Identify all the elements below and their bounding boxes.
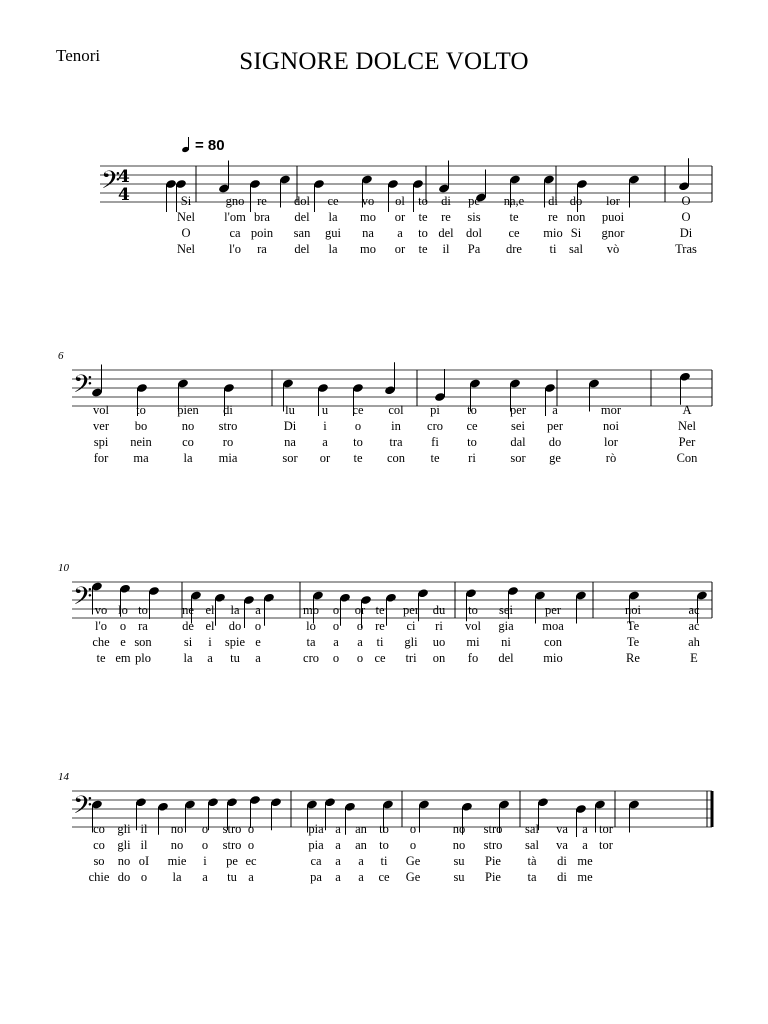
lyric-syllable: su (453, 854, 465, 868)
lyric-syllable: il (140, 838, 148, 852)
lyric-syllable: a (207, 651, 213, 665)
lyric-syllable: O (681, 210, 691, 224)
lyric-syllable: del (294, 242, 310, 256)
lyric-syllable: O (181, 226, 191, 240)
lyric-syllable: non (566, 210, 586, 224)
lyric-syllable: Nel (176, 210, 196, 224)
lyric-syllable: o (356, 651, 364, 665)
lyric-verse-4 (0, 242, 768, 258)
lyric-syllable: mo (360, 242, 376, 256)
lyric-syllable: con (543, 635, 563, 649)
part-name: Tenori (56, 46, 101, 65)
lyric-syllable: del (438, 226, 454, 240)
lyric-syllable: ro (222, 435, 234, 449)
lyric-syllable: ci (406, 619, 416, 633)
lyric-syllable: mor (600, 403, 622, 417)
lyric-syllable: poin (250, 226, 274, 240)
lyric-syllable: to (418, 194, 428, 208)
lyric-syllable: lo (118, 603, 128, 617)
lyric-syllable: to (379, 822, 389, 836)
lyric-syllable: an (355, 822, 367, 836)
lyric-syllable: va (556, 838, 568, 852)
lyric-syllable: di (223, 403, 233, 417)
lyric-syllable: no (170, 838, 184, 852)
lyric-syllable: ce (378, 870, 390, 884)
lyric-syllable: bo (134, 419, 148, 433)
lyric-syllable: mo (360, 210, 376, 224)
lyric-syllable: la (328, 242, 338, 256)
lyric-syllable: si (183, 635, 193, 649)
tempo-marking (182, 137, 225, 154)
lyric-syllable: il (140, 822, 148, 836)
lyric-syllable: A (682, 403, 692, 417)
lyric-syllable: con (386, 451, 406, 465)
lyric-syllable: dol (466, 226, 482, 240)
lyric-syllable: a (335, 854, 341, 868)
lyric-syllable: pien (177, 403, 199, 417)
lyric-syllable: che (92, 635, 110, 649)
lyric-syllable: pi (430, 403, 440, 417)
lyric-syllable: do (548, 435, 562, 449)
lyric-syllable: vo (361, 194, 375, 208)
lyric-syllable: na (362, 226, 374, 240)
lyric-syllable: ce (327, 194, 339, 208)
lyric-syllable: o (409, 822, 417, 836)
lyric-syllable: gli (117, 822, 131, 836)
lyric-syllable: ce (508, 226, 520, 240)
lyric-syllable: bra (254, 210, 270, 224)
lyric-syllable: Tras (675, 242, 697, 256)
lyric-syllable: Per (678, 435, 696, 449)
lyric-syllable: a (248, 870, 254, 884)
lyric-syllable: puoi (601, 210, 625, 224)
lyric-syllable: do (228, 619, 242, 633)
lyric-syllable: ver (93, 419, 109, 433)
lyric-syllable: Pa (467, 242, 481, 256)
lyric-syllable: em (115, 651, 131, 665)
lyric-syllable: gli (404, 635, 418, 649)
lyric-syllable: lu (285, 403, 295, 417)
lyric-verse-3 (0, 854, 768, 870)
lyric-syllable: a (357, 635, 363, 649)
lyric-syllable: Nel (176, 242, 196, 256)
lyric-syllable: to (353, 435, 363, 449)
lyric-syllable: na,e (503, 194, 525, 208)
lyric-syllable: per (545, 603, 561, 617)
lyric-verse-2 (0, 419, 768, 435)
lyric-syllable: per (403, 603, 419, 617)
lyric-syllable: Ge (405, 870, 421, 884)
lyric-syllable: tà (527, 854, 537, 868)
lyric-syllable: ti (380, 854, 388, 868)
tempo-value: = 80 (195, 137, 225, 154)
lyric-syllable: te (430, 451, 440, 465)
lyric-syllable: Nel (677, 419, 697, 433)
lyric-syllable: co (182, 435, 194, 449)
lyric-syllable: a (358, 870, 364, 884)
lyric-syllable: an (355, 838, 367, 852)
lyric-syllable: a (358, 854, 364, 868)
lyric-verse-4 (0, 451, 768, 467)
lyric-syllable: spi (93, 435, 109, 449)
lyric-syllable: me (577, 854, 593, 868)
lyric-syllable: il (442, 242, 450, 256)
lyric-syllable: di (441, 194, 451, 208)
lyric-syllable: ac (688, 603, 700, 617)
lyric-syllable: o (332, 603, 340, 617)
lyric-syllable: gli (117, 838, 131, 852)
bass-clef-icon: 𝄢 (73, 791, 93, 826)
lyric-syllable: ca (229, 226, 241, 240)
lyric-syllable: to (379, 838, 389, 852)
lyric-syllable: tor (599, 822, 613, 836)
lyric-syllable: o (247, 822, 255, 836)
lyric-syllable: oI (138, 854, 150, 868)
lyric-syllable: a (335, 822, 341, 836)
lyric-syllable: tra (389, 435, 403, 449)
lyric-syllable: o (332, 619, 340, 633)
lyric-syllable: stro (218, 419, 238, 433)
lyric-syllable: e (120, 635, 126, 649)
lyric-syllable: to (468, 603, 478, 617)
lyric-syllable: sis (467, 210, 481, 224)
lyric-syllable: o (254, 619, 262, 633)
lyric-verse-4 (0, 870, 768, 886)
lyric-syllable: gno (225, 194, 245, 208)
lyric-syllable: na (284, 435, 296, 449)
lyric-verse-3 (0, 435, 768, 451)
lyric-syllable: e (255, 635, 261, 649)
lyric-syllable: el (205, 619, 215, 633)
lyric-syllable: stro (222, 822, 242, 836)
lyric-syllable: chie (88, 870, 110, 884)
lyric-syllable: to (136, 403, 146, 417)
lyric-syllable: ah (688, 635, 700, 649)
lyric-syllable: o (332, 651, 340, 665)
lyric-syllable: or (394, 242, 406, 256)
lyric-syllable: te (418, 242, 428, 256)
lyric-syllable: me (577, 870, 593, 884)
lyric-syllable: cro (303, 651, 319, 665)
lyric-syllable: o (356, 619, 364, 633)
lyric-syllable: gia (498, 619, 514, 633)
lyric-syllable: ge (549, 451, 561, 465)
bar-number: 10 (58, 562, 69, 574)
lyric-syllable: noi (603, 419, 619, 433)
lyric-verse-4 (0, 651, 768, 667)
lyric-syllable: on (432, 651, 446, 665)
lyric-syllable: pe (226, 854, 238, 868)
lyric-syllable: fi (431, 435, 439, 449)
lyric-syllable: la (172, 870, 182, 884)
lyric-syllable: o (409, 838, 417, 852)
lyric-syllable: ce (374, 651, 386, 665)
lyric-syllable: di (557, 854, 567, 868)
lyric-syllable: la (183, 451, 193, 465)
lyric-syllable: spie (224, 635, 246, 649)
lyric-syllable: Re (626, 651, 640, 665)
lyric-syllable: mio (543, 651, 563, 665)
lyric-syllable: o (201, 838, 209, 852)
lyric-syllable: Te (626, 619, 640, 633)
lyric-syllable: va (556, 822, 568, 836)
lyric-syllable: ti (549, 242, 557, 256)
lyric-syllable: tor (599, 838, 613, 852)
lyric-syllable: l'o (95, 619, 107, 633)
lyric-syllable: in (391, 419, 401, 433)
lyric-syllable: stro (483, 822, 503, 836)
lyric-syllable: Con (676, 451, 698, 465)
lyric-syllable: ce (466, 419, 478, 433)
lyric-syllable: ti (376, 635, 384, 649)
lyric-syllable: a (255, 603, 261, 617)
lyric-syllable: Di (283, 419, 297, 433)
lyric-syllable: ne (182, 603, 194, 617)
lyric-syllable: o (119, 619, 127, 633)
lyric-syllable: ec (245, 854, 257, 868)
lyric-syllable: o (201, 822, 209, 836)
lyric-syllable: pe (468, 194, 480, 208)
lyric-syllable: ac (688, 619, 700, 633)
lyric-syllable: re (548, 210, 558, 224)
lyric-syllable: cro (427, 419, 443, 433)
lyric-syllable: or (354, 603, 366, 617)
lyric-syllable: a (335, 838, 341, 852)
lyric-syllable: sal (525, 822, 539, 836)
lyric-syllable: te (418, 210, 428, 224)
lyric-syllable: do (117, 870, 131, 884)
lyric-syllable: rò (605, 451, 617, 465)
lyric-syllable: Si (570, 226, 582, 240)
lyric-verse-1 (0, 822, 768, 838)
lyric-syllable: te (96, 651, 106, 665)
bass-clef-icon: 𝄢 (73, 582, 93, 617)
lyric-syllable: vol (93, 403, 109, 417)
lyric-syllable: re (375, 619, 385, 633)
lyric-verse-1 (0, 603, 768, 619)
lyric-syllable: a (202, 870, 208, 884)
lyric-syllable: to (467, 435, 477, 449)
score-title: SIGNORE DOLCE VOLTO (239, 48, 529, 75)
bar-number: 6 (58, 350, 64, 362)
lyric-syllable: su (453, 870, 465, 884)
lyric-syllable: mo (303, 603, 319, 617)
bass-clef-icon: 𝄢 (101, 166, 121, 201)
lyric-syllable: ri (435, 619, 443, 633)
lyric-syllable: no (181, 419, 195, 433)
lyric-syllable: stro (222, 838, 242, 852)
lyric-syllable: or (394, 210, 406, 224)
lyric-syllable: lor (606, 194, 620, 208)
quarter-note-icon (182, 138, 192, 152)
lyric-syllable: a (397, 226, 403, 240)
lyric-syllable: E (690, 651, 698, 665)
lyric-syllable: ra (257, 242, 267, 256)
bar-number: 14 (58, 771, 69, 783)
lyric-verse-2 (0, 838, 768, 854)
lyric-syllable: a (333, 635, 339, 649)
lyric-verse-1 (0, 403, 768, 419)
lyric-syllable: te (353, 451, 363, 465)
lyric-syllable: a (552, 403, 558, 417)
lyric-syllable: co (93, 838, 105, 852)
lyric-syllable: O (681, 194, 691, 208)
lyric-verse-3 (0, 635, 768, 651)
lyric-syllable: co (93, 822, 105, 836)
lyric-syllable: Ge (405, 854, 421, 868)
lyric-syllable: l'o (229, 242, 241, 256)
lyric-syllable: del (498, 651, 514, 665)
lyric-syllable: ce (352, 403, 364, 417)
lyric-syllable: or (319, 451, 331, 465)
lyric-syllable: ra (138, 619, 148, 633)
lyric-syllable: el (205, 603, 215, 617)
lyric-syllable: noi (625, 603, 641, 617)
lyric-syllable: la (230, 603, 240, 617)
lyric-syllable: sei (511, 419, 525, 433)
lyric-syllable: vo (94, 603, 108, 617)
lyric-syllable: vol (465, 619, 481, 633)
lyric-syllable: vò (606, 242, 620, 256)
lyric-syllable: dre (506, 242, 522, 256)
lyric-syllable: lor (604, 435, 618, 449)
lyric-syllable: de (182, 619, 194, 633)
lyric-syllable: pa (310, 870, 322, 884)
lyric-syllable: no (452, 838, 466, 852)
lyric-syllable: a (335, 870, 341, 884)
lyric-syllable: ta (306, 635, 316, 649)
lyric-syllable: sei (499, 603, 513, 617)
lyric-syllable: sal (525, 838, 539, 852)
lyric-syllable: u (321, 403, 329, 417)
lyric-syllable: o (354, 419, 362, 433)
lyric-syllable: Di (679, 226, 693, 240)
lyric-syllable: plo (135, 651, 151, 665)
lyric-syllable: uo (432, 635, 446, 649)
lyric-syllable: tu (227, 870, 237, 884)
lyric-syllable: te (509, 210, 519, 224)
lyric-syllable: no (117, 854, 131, 868)
lyric-verse-2 (0, 619, 768, 635)
lyric-syllable: tri (405, 651, 417, 665)
lyric-syllable: a (582, 822, 588, 836)
lyric-syllable: Pie (485, 870, 501, 884)
lyric-syllable: lo (306, 619, 316, 633)
lyric-syllable: te (375, 603, 385, 617)
lyric-syllable: la (183, 651, 193, 665)
lyric-syllable: tu (230, 651, 240, 665)
lyric-syllable: a (255, 651, 261, 665)
lyric-syllable: la (328, 210, 338, 224)
lyric-syllable: Te (626, 635, 640, 649)
lyric-syllable: fo (467, 651, 479, 665)
lyric-syllable: pia (308, 822, 324, 836)
lyric-syllable: mi (466, 635, 480, 649)
lyric-verse-3 (0, 226, 768, 242)
lyric-syllable: a (582, 838, 588, 852)
lyric-syllable: re (257, 194, 267, 208)
lyric-syllable: di (548, 194, 558, 208)
lyric-verse-1 (0, 194, 768, 210)
lyric-syllable: mia (218, 451, 238, 465)
lyric-syllable: di (557, 870, 567, 884)
lyric-syllable: ol (395, 194, 405, 208)
lyric-syllable: o (140, 870, 148, 884)
lyric-syllable: san (293, 226, 311, 240)
lyric-syllable: l'om (224, 210, 246, 224)
lyric-syllable: dal (510, 435, 526, 449)
lyric-syllable: no (452, 822, 466, 836)
lyric-syllable: mio (543, 226, 563, 240)
lyric-verse-2 (0, 210, 768, 226)
lyric-syllable: sor (510, 451, 526, 465)
lyric-syllable: i (323, 419, 327, 433)
lyric-syllable: sal (569, 242, 583, 256)
lyric-syllable: per (547, 419, 563, 433)
lyric-syllable: stro (483, 838, 503, 852)
lyric-syllable: col (388, 403, 404, 417)
lyric-syllable: for (93, 451, 109, 465)
lyric-syllable: a (322, 435, 328, 449)
bass-clef-icon: 𝄢 (73, 370, 93, 405)
lyric-syllable: per (510, 403, 526, 417)
lyric-syllable: i (203, 854, 207, 868)
lyric-syllable: Pie (485, 854, 501, 868)
lyric-syllable: i (208, 635, 212, 649)
lyric-syllable: ma (133, 451, 149, 465)
lyric-syllable: ni (501, 635, 511, 649)
lyric-syllable: no (170, 822, 184, 836)
lyric-syllable: Si (180, 194, 192, 208)
lyric-syllable: ri (468, 451, 476, 465)
lyric-syllable: to (467, 403, 477, 417)
lyric-syllable: mie (167, 854, 187, 868)
lyric-syllable: gui (325, 226, 341, 240)
time-signature-digit: 4 (118, 185, 130, 205)
lyric-syllable: pia (308, 838, 324, 852)
lyric-syllable: sor (282, 451, 298, 465)
lyric-syllable: du (432, 603, 446, 617)
lyric-syllable: to (418, 226, 428, 240)
lyric-syllable: nein (130, 435, 152, 449)
lyric-syllable: to (138, 603, 148, 617)
lyric-syllable: so (93, 854, 105, 868)
time-signature-digit: 4 (118, 167, 130, 187)
lyric-syllable: o (247, 838, 255, 852)
lyric-syllable: re (441, 210, 451, 224)
lyric-syllable: moa (542, 619, 564, 633)
lyric-syllable: do (569, 194, 583, 208)
lyric-syllable: gnor (601, 226, 625, 240)
lyric-syllable: del (294, 210, 310, 224)
lyric-syllable: ta (527, 870, 537, 884)
lyric-syllable: ca (310, 854, 322, 868)
lyric-syllable: son (134, 635, 152, 649)
lyric-syllable: dol (294, 194, 310, 208)
